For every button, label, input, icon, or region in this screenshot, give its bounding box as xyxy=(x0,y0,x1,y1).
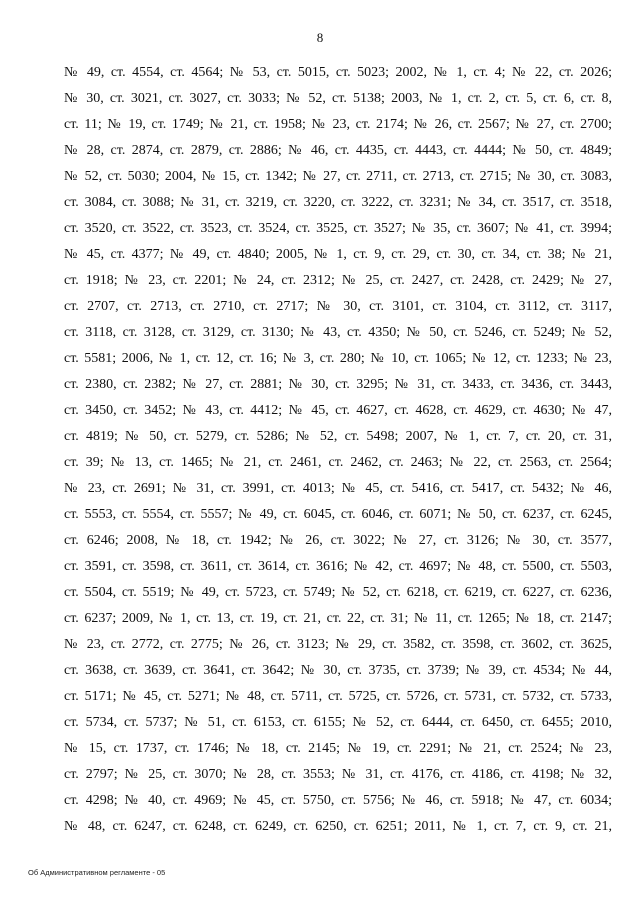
text-line: ст. 2797; № 25, ст. 3070; № 28, ст. 3553; № 31, ст. 4176, ст. 4186, ст. 4198; № 32, xyxy=(64,767,612,782)
text-line: № 52, ст. 5030; 2004, № 15, ст. 1342; № 27, ст. 2711, ст. 2713, ст. 2715; № 30, ст. 3083, xyxy=(64,169,612,184)
text-line: ст. 5504, ст. 5519; № 49, ст. 5723, ст. 5749; № 52, ст. 6218, ст. 6219, ст. 6227, ст. 6236, xyxy=(64,585,612,600)
text-line: ст. 11; № 19, ст. 1749; № 21, ст. 1958; № 23, ст. 2174; № 26, ст. 2567; № 27, ст. 2700; xyxy=(64,117,612,132)
text-line: № 23, ст. 2772, ст. 2775; № 26, ст. 3123; № 29, ст. 3582, ст. 3598, ст. 3602, ст. 3625, xyxy=(64,637,612,652)
text-line: ст. 3084, ст. 3088; № 31, ст. 3219, ст. 3220, ст. 3222, ст. 3231; № 34, ст. 3517, ст. 3518, xyxy=(64,195,612,210)
text-line: ст. 3118, ст. 3128, ст. 3129, ст. 3130; № 43, ст. 4350; № 50, ст. 5246, ст. 5249; № 52, xyxy=(64,325,612,340)
text-line: ст. 39; № 13, ст. 1465; № 21, ст. 2461, ст. 2462, ст. 2463; № 22, ст. 2563, ст. 2564; xyxy=(64,455,612,470)
text-line: ст. 6237; 2009, № 1, ст. 13, ст. 19, ст. 21, ст. 22, ст. 31; № 11, ст. 1265; № 18, ст. 2147; xyxy=(64,611,612,626)
text-line: № 49, ст. 4554, ст. 4564; № 53, ст. 5015, ст. 5023; 2002, № 1, ст. 4; № 22, ст. 2026; xyxy=(64,65,612,80)
text-line: ст. 3591, ст. 3598, ст. 3611, ст. 3614, ст. 3616; № 42, ст. 4697; № 48, ст. 5500, ст. 5503, xyxy=(64,559,612,574)
text-line: ст. 6246; 2008, № 18, ст. 1942; № 26, ст. 3022; № 27, ст. 3126; № 30, ст. 3577, xyxy=(64,533,612,548)
text-line: ст. 4298; № 40, ст. 4969; № 45, ст. 5750, ст. 5756; № 46, ст. 5918; № 47, ст. 6034; xyxy=(64,793,612,808)
page-number: 8 xyxy=(316,30,324,45)
text-line: ст. 5734, ст. 5737; № 51, ст. 6153, ст. 6155; № 52, ст. 6444, ст. 6450, ст. 6455; 2010, xyxy=(64,715,612,730)
text-line: ст. 5553, ст. 5554, ст. 5557; № 49, ст. 6045, ст. 6046, ст. 6071; № 50, ст. 6237, ст. 6245, xyxy=(64,507,612,522)
text-line: ст. 3520, ст. 3522, ст. 3523, ст. 3524, ст. 3525, ст. 3527; № 35, ст. 3607; № 41, ст. 3994; xyxy=(64,221,612,236)
body-text xyxy=(64,60,612,840)
text-line: ст. 3450, ст. 3452; № 43, ст. 4412; № 45, ст. 4627, ст. 4628, ст. 4629, ст. 4630; № 47, xyxy=(64,403,612,418)
text-line: ст. 1918; № 23, ст. 2201; № 24, ст. 2312; № 25, ст. 2427, ст. 2428, ст. 2429; № 27, xyxy=(64,273,612,288)
text-line: ст. 4819; № 50, ст. 5279, ст. 5286; № 52, ст. 5498; 2007, № 1, ст. 7, ст. 20, ст. 31, xyxy=(64,429,612,444)
text-line: № 15, ст. 1737, ст. 1746; № 18, ст. 2145; № 19, ст. 2291; № 21, ст. 2524; № 23, xyxy=(64,741,612,756)
text-line: № 23, ст. 2691; № 31, ст. 3991, ст. 4013; № 45, ст. 5416, ст. 5417, ст. 5432; № 46, xyxy=(64,481,612,496)
text-line: № 45, ст. 4377; № 49, ст. 4840; 2005, № 1, ст. 9, ст. 29, ст. 30, ст. 34, ст. 38; № 21, xyxy=(64,247,612,262)
text-line: № 48, ст. 6247, ст. 6248, ст. 6249, ст. 6250, ст. 6251; 2011, № 1, ст. 7, ст. 9, ст. 21, xyxy=(64,819,612,834)
text-line: ст. 5581; 2006, № 1, ст. 12, ст. 16; № 3, ст. 280; № 10, ст. 1065; № 12, ст. 1233; № 23, xyxy=(64,351,612,366)
document-footer: Об Административном регламенте - 05 xyxy=(28,868,166,877)
text-line: ст. 2707, ст. 2713, ст. 2710, ст. 2717; № 30, ст. 3101, ст. 3104, ст. 3112, ст. 3117, xyxy=(64,299,612,314)
text-line: ст. 5171; № 45, ст. 5271; № 48, ст. 5711, ст. 5725, ст. 5726, ст. 5731, ст. 5732, ст. 5733, xyxy=(64,689,612,704)
text-line: ст. 2380, ст. 2382; № 27, ст. 2881; № 30, ст. 3295; № 31, ст. 3433, ст. 3436, ст. 3443, xyxy=(64,377,612,392)
text-line: № 30, ст. 3021, ст. 3027, ст. 3033; № 52, ст. 5138; 2003, № 1, ст. 2, ст. 5, ст. 6, ст. 8, xyxy=(64,91,612,106)
text-line: ст. 3638, ст. 3639, ст. 3641, ст. 3642; № 30, ст. 3735, ст. 3739; № 39, ст. 4534; № 44, xyxy=(64,663,612,678)
text-line: № 28, ст. 2874, ст. 2879, ст. 2886; № 46, ст. 4435, ст. 4443, ст. 4444; № 50, ст. 4849; xyxy=(64,143,612,158)
